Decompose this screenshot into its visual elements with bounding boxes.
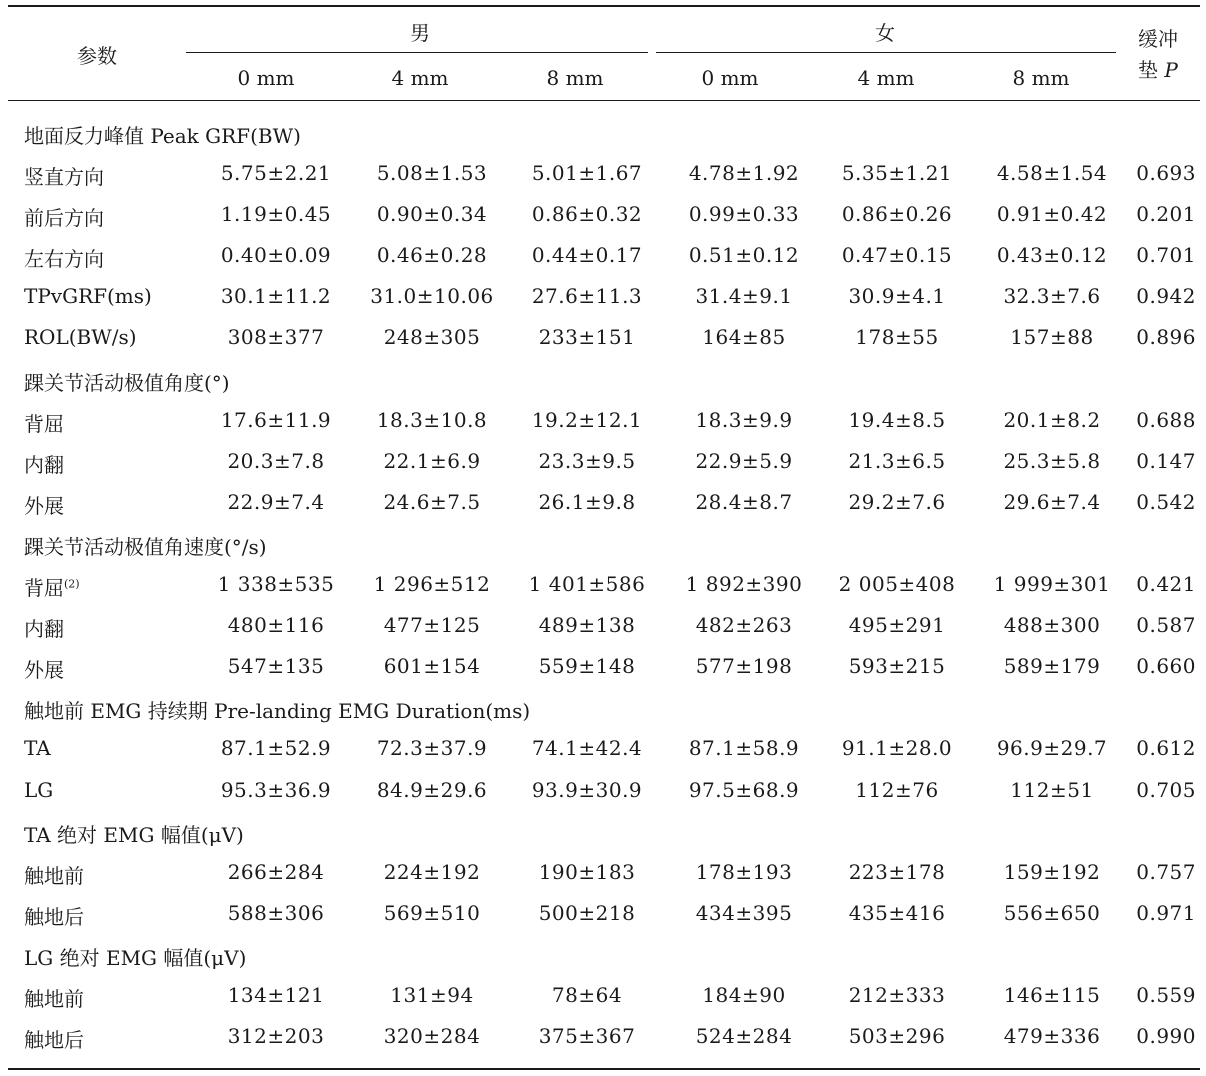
value-cell: 18.3±9.9 (695, 407, 793, 432)
value-cell: 97.5±68.9 (688, 777, 800, 802)
value-cell: 480±116 (227, 613, 325, 638)
value-cell: 0.86±0.26 (841, 202, 953, 227)
value-cell: 134±121 (227, 982, 325, 1007)
value-cell: 96.9±29.7 (996, 736, 1108, 761)
p-value-cell: 0.688 (1136, 407, 1196, 432)
value-cell: 1 338±535 (217, 572, 335, 597)
male-header: 男 (410, 21, 430, 45)
value-cell: 489±138 (538, 613, 636, 638)
p-value-cell: 0.705 (1136, 777, 1196, 802)
table-row (0, 565, 1206, 606)
value-cell: 27.6±11.3 (531, 284, 643, 309)
value-cell: 477±125 (383, 613, 481, 638)
value-cell: 4.78±1.92 (688, 161, 800, 186)
section-title: 触地前 EMG 持续期 Pre-landing EMG Duration(ms) (24, 699, 531, 724)
value-cell: 20.3±7.8 (227, 448, 325, 473)
section-row (0, 812, 1206, 853)
value-cell: 5.75±2.21 (220, 161, 332, 186)
p-value-cell: 0.896 (1136, 325, 1196, 350)
value-cell: 91.1±28.0 (841, 736, 953, 761)
value-cell: 5.08±1.53 (376, 161, 488, 186)
p-value-cell: 0.612 (1136, 736, 1196, 761)
p-value-cell: 0.542 (1136, 489, 1196, 514)
value-cell: 25.3±5.8 (1003, 448, 1101, 473)
value-cell: 112±51 (1010, 777, 1094, 802)
value-cell: 0.40±0.09 (220, 243, 332, 268)
table-row (0, 647, 1206, 688)
row-label (24, 654, 64, 683)
p-value-cell: 0.201 (1136, 202, 1196, 227)
table-row (0, 483, 1206, 524)
value-cell: 1 892±390 (685, 572, 803, 597)
value-cell: 31.4±9.1 (695, 284, 793, 309)
sub-header-female-4mm: 4 mm (857, 66, 915, 90)
row-label (24, 243, 104, 272)
p-value-cell: 0.757 (1136, 859, 1196, 884)
value-cell: 19.4±8.5 (848, 407, 946, 432)
value-cell: 23.3±9.5 (538, 448, 636, 473)
value-cell: 164±85 (702, 325, 786, 350)
value-cell: 308±377 (227, 325, 325, 350)
value-cell: 233±151 (538, 325, 636, 350)
value-cell: 0.51±0.12 (688, 243, 800, 268)
value-cell: 1 999±301 (993, 572, 1111, 597)
row-label (24, 161, 104, 190)
row-label-text: 内翻 (24, 617, 64, 642)
row-label-text: ROL(BW/s) (24, 325, 137, 350)
row-label (24, 202, 104, 231)
value-cell: 589±179 (1003, 654, 1101, 679)
value-cell: 190±183 (538, 859, 636, 884)
table-row (0, 894, 1206, 935)
value-cell: 93.9±30.9 (531, 777, 643, 802)
value-cell: 5.35±1.21 (841, 161, 953, 186)
sub-header-male-8mm: 8 mm (546, 66, 604, 90)
value-cell: 524±284 (695, 1024, 793, 1049)
value-cell: 4.58±1.54 (996, 161, 1108, 186)
value-cell: 131±94 (390, 982, 474, 1007)
p-value-cell: 0.701 (1136, 243, 1196, 268)
value-cell: 17.6±11.9 (220, 407, 332, 432)
value-cell: 0.47±0.15 (841, 243, 953, 268)
sub-header-male-0mm: 0 mm (237, 66, 295, 90)
section-row (0, 688, 1206, 729)
p-value-cell: 0.942 (1136, 284, 1196, 309)
row-label-text: 外展 (24, 493, 64, 518)
table-row (0, 318, 1206, 359)
value-cell: 266±284 (227, 859, 325, 884)
value-cell: 479±336 (1003, 1024, 1101, 1049)
param-header: 参数 (77, 44, 117, 68)
value-cell: 2 005±408 (838, 572, 956, 597)
value-cell: 495±291 (848, 613, 946, 638)
table-row (0, 606, 1206, 647)
row-label (24, 736, 51, 760)
female-header: 女 (875, 21, 895, 45)
value-cell: 488±300 (1003, 613, 1101, 638)
value-cell: 0.86±0.32 (531, 202, 643, 227)
male-group-rule (186, 52, 648, 53)
row-label-text: 背屈 (24, 576, 64, 601)
row-label-text: 外展 (24, 658, 64, 683)
value-cell: 26.1±9.8 (538, 489, 636, 514)
section-title: LG 绝对 EMG 幅值(μV) (24, 945, 247, 970)
value-cell: 1 296±512 (373, 572, 491, 597)
p-value-cell: 0.559 (1136, 982, 1196, 1007)
value-cell: 434±395 (695, 900, 793, 925)
section-row (0, 935, 1206, 976)
value-cell: 32.3±7.6 (1003, 284, 1101, 309)
value-cell: 569±510 (383, 900, 481, 925)
value-cell: 547±135 (227, 654, 325, 679)
value-cell: 22.9±5.9 (695, 448, 793, 473)
value-cell: 0.43±0.12 (996, 243, 1108, 268)
value-cell: 87.1±58.9 (688, 736, 800, 761)
table-row (0, 154, 1206, 195)
value-cell: 0.44±0.17 (531, 243, 643, 268)
value-cell: 503±296 (848, 1024, 946, 1049)
section-title: TA 绝对 EMG 幅值(μV) (24, 822, 244, 847)
row-label-footnote: (2) (64, 577, 80, 591)
p-value-cell: 0.693 (1136, 161, 1196, 186)
section-row (0, 524, 1206, 565)
row-label (24, 860, 84, 889)
row-label (24, 1024, 84, 1053)
p-value-cell: 0.147 (1136, 448, 1196, 473)
value-cell: 500±218 (538, 900, 636, 925)
section-row (0, 360, 1206, 401)
value-cell: 556±650 (1003, 900, 1101, 925)
table-row (0, 442, 1206, 483)
value-cell: 29.6±7.4 (1003, 489, 1101, 514)
table-row (0, 195, 1206, 236)
value-cell: 212±333 (848, 982, 946, 1007)
row-label-text: 触地前 (24, 986, 84, 1011)
cushion-p-header (1138, 24, 1178, 86)
value-cell: 577±198 (695, 654, 793, 679)
value-cell: 375±367 (538, 1024, 636, 1049)
section-title: 踝关节活动极值角度(°) (24, 370, 230, 395)
row-label (24, 325, 137, 349)
row-label-text: 触地后 (24, 1028, 84, 1053)
p-value-cell: 0.587 (1136, 613, 1196, 638)
value-cell: 0.91±0.42 (996, 202, 1108, 227)
value-cell: 29.2±7.6 (848, 489, 946, 514)
value-cell: 320±284 (383, 1024, 481, 1049)
table-row (0, 771, 1206, 812)
value-cell: 112±76 (855, 777, 939, 802)
value-cell: 601±154 (383, 654, 481, 679)
row-label (24, 983, 84, 1012)
row-label (24, 901, 84, 930)
sub-header-female-0mm: 0 mm (701, 66, 759, 90)
table-body (0, 113, 1206, 1058)
value-cell: 559±148 (538, 654, 636, 679)
value-cell: 312±203 (227, 1024, 325, 1049)
table-row (0, 401, 1206, 442)
table-row (0, 976, 1206, 1017)
row-label (24, 449, 64, 478)
table-row (0, 277, 1206, 318)
value-cell: 588±306 (227, 900, 325, 925)
p-value-cell: 0.971 (1136, 900, 1196, 925)
value-cell: 28.4±8.7 (695, 489, 793, 514)
row-label-text: TA (24, 736, 51, 761)
section-title: 踝关节活动极值角速度(°/s) (24, 534, 267, 559)
row-label-text: 触地后 (24, 904, 84, 929)
value-cell: 157±88 (1010, 325, 1094, 350)
cushion-header-line2: 垫 P (1138, 58, 1178, 82)
row-label (24, 613, 64, 642)
value-cell: 95.3±36.9 (220, 777, 332, 802)
table-bottom-rule (8, 1068, 1200, 1070)
value-cell: 74.1±42.4 (531, 736, 643, 761)
p-value-cell: 0.660 (1136, 654, 1196, 679)
row-label-text: 背屈 (24, 411, 64, 436)
value-cell: 146±115 (1003, 982, 1101, 1007)
value-cell: 87.1±52.9 (220, 736, 332, 761)
row-label-text: TPvGRF(ms) (24, 284, 152, 309)
value-cell: 184±90 (702, 982, 786, 1007)
table-row (0, 853, 1206, 894)
value-cell: 248±305 (383, 325, 481, 350)
row-label (24, 408, 64, 437)
value-cell: 178±193 (695, 859, 793, 884)
value-cell: 0.99±0.33 (688, 202, 800, 227)
value-cell: 0.90±0.34 (376, 202, 488, 227)
value-cell: 24.6±7.5 (383, 489, 481, 514)
value-cell: 31.0±10.06 (370, 284, 494, 309)
sub-header-male-4mm: 4 mm (391, 66, 449, 90)
value-cell: 435±416 (848, 900, 946, 925)
row-label-text: 内翻 (24, 452, 64, 477)
section-title: 地面反力峰值 Peak GRF(BW) (24, 124, 301, 148)
row-label (24, 778, 53, 802)
value-cell: 0.46±0.28 (376, 243, 488, 268)
value-cell: 72.3±37.9 (376, 736, 488, 761)
value-cell: 21.3±6.5 (848, 448, 946, 473)
value-cell: 1 401±586 (528, 572, 646, 597)
value-cell: 482±263 (695, 613, 793, 638)
row-label (24, 490, 64, 519)
value-cell: 5.01±1.67 (531, 161, 643, 186)
value-cell: 22.9±7.4 (227, 489, 325, 514)
row-label-text: 左右方向 (24, 247, 104, 272)
value-cell: 223±178 (848, 859, 946, 884)
cushion-header-line1: 缓冲 (1138, 27, 1178, 51)
row-label-text: 竖直方向 (24, 165, 104, 190)
value-cell: 22.1±6.9 (383, 448, 481, 473)
row-label (24, 572, 80, 601)
table-row (0, 729, 1206, 770)
value-cell: 178±55 (855, 325, 939, 350)
female-group-rule (656, 52, 1116, 53)
value-cell: 20.1±8.2 (1003, 407, 1101, 432)
value-cell: 1.19±0.45 (220, 202, 332, 227)
value-cell: 159±192 (1003, 859, 1101, 884)
row-label (24, 284, 152, 308)
row-label-text: 触地前 (24, 863, 84, 888)
value-cell: 84.9±29.6 (376, 777, 488, 802)
p-value-cell: 0.990 (1136, 1024, 1196, 1049)
value-cell: 30.9±4.1 (848, 284, 946, 309)
value-cell: 19.2±12.1 (531, 407, 643, 432)
value-cell: 593±215 (848, 654, 946, 679)
value-cell: 224±192 (383, 859, 481, 884)
section-row (0, 113, 1206, 154)
value-cell: 78±64 (551, 982, 623, 1007)
value-cell: 30.1±11.2 (220, 284, 332, 309)
p-value-cell: 0.421 (1136, 572, 1196, 597)
table-row (0, 236, 1206, 277)
table-top-rule (8, 5, 1200, 7)
sub-header-female-8mm: 8 mm (1012, 66, 1070, 90)
table-row (0, 1017, 1206, 1058)
row-label-text: LG (24, 777, 54, 802)
value-cell: 18.3±10.8 (376, 407, 488, 432)
row-label-text: 前后方向 (24, 206, 104, 231)
table-header-rule (8, 100, 1200, 101)
